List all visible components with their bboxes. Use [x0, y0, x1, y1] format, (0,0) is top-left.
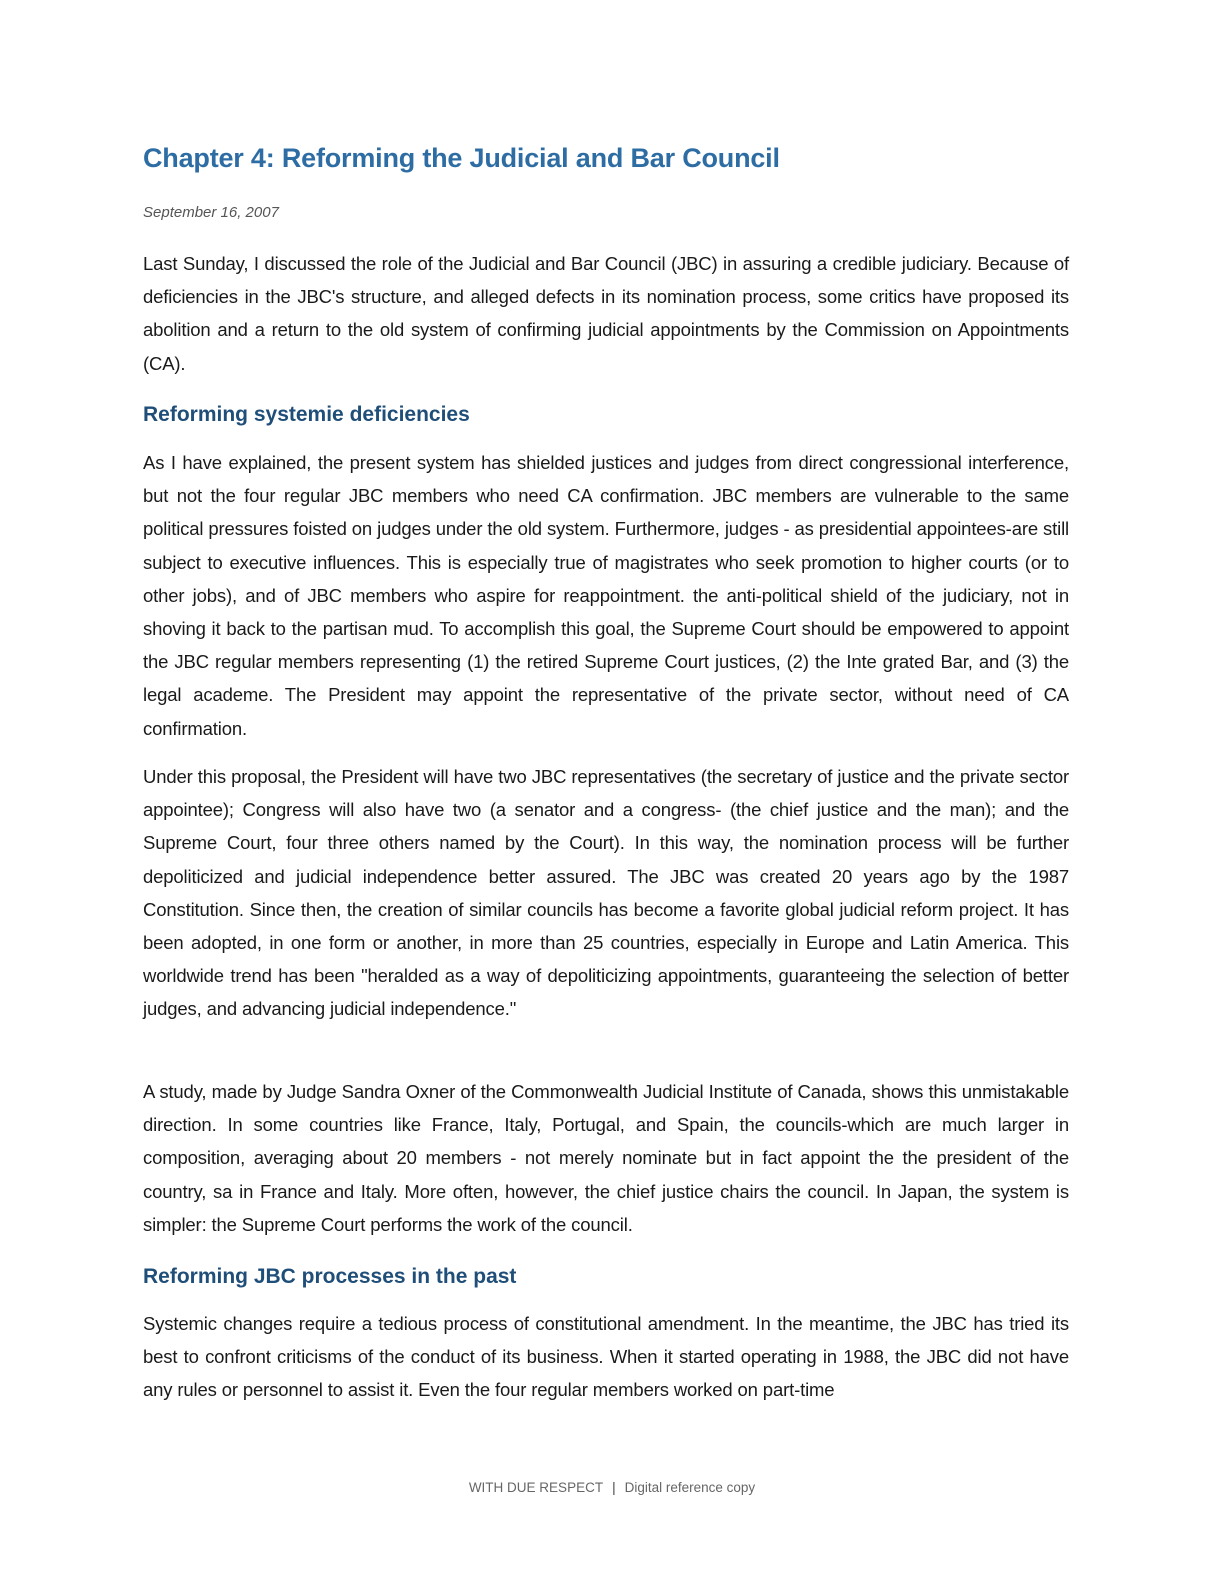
paragraph-intro: Last Sunday, I discussed the role of the Judicial and Bar Council (JBC) in assuring a credible judiciary. Because of deficiencies in the JBC's structure, and alleged defects in its nomination process, some critics have proposed its abolition and a return to the old system of confirming judicial appointments by the Commission on Appointments (CA). — [143, 253, 1069, 374]
footer-copy-note: Digital reference copy — [624, 1480, 756, 1495]
paragraph-systemic-3: A study, made by Judge Sandra Oxner of the Commonwealth Judicial Institute of Canada, shows this unmistakable direction. In some countries like France, Italy, Portugal, and Spain, the councils-which are much larger in composition, averaging about 20 members - not merely nominate but in fact appoint the the president of the country, sa in France and Italy. More often, however, the chief justice chairs the council. In Japan, the system is simpler: the Supreme Court performs the work of the council. — [143, 1081, 1069, 1235]
paragraph-systemic-2: Under this proposal, the President will have two JBC representatives (the secretary of justice and the private sector appointee); Congress will also have two (a senator and a congress- (the chief justice and the man); and the Supreme Court, four three others named by the Court). In this way, the nomination process will be further depoliticized and judicial independence better assured. The JBC was created 20 years ago by the 1987 Constitution. Since then, the creation of similar councils has become a favorite global judicial reform project. It has been adopted, in one form or another, in more than 25 countries, especially in Europe and Latin America. This worldwide trend has been "heralded as a way of depoliticizing appointments, guaranteeing the selection of better judges, and advancing judicial independence." — [143, 766, 1069, 1020]
footer-separator: | — [612, 1480, 616, 1495]
publication-date: September 16, 2007 — [143, 204, 279, 221]
footer-publication-name: WITH DUE RESPECT — [468, 1480, 604, 1495]
paragraph-processes-1: Systemic changes require a tedious process of constitutional amendment. In the meantime, the JBC has tried its best to confront criticisms of the conduct of its business. When it started operating in 1988, the JBC did not have any rules or personnel to assist it. Even the four regular members worked on part-time — [143, 1313, 1069, 1401]
section-heading-systemic: Reforming systemie deficiencies — [143, 403, 470, 426]
paragraph-systemic-1: As I have explained, the present system has shielded justices and judges from direct congressional interference, but not the four regular JBC members who need CA confirmation. JBC members are vulnerable to the same political pressures foisted on judges under the old system. Furthermore, judges - as presidential appointees-are still subject to executive influences. This is especially true of magistrates who seek promotion to higher courts (or to other jobs), and of JBC members who aspire for reappointment. the anti-political shield of the judiciary, not in shoving it back to the partisan mud. To accomplish this goal, the Supreme Court should be empowered to appoint the JBC regular members representing (1) the retired Supreme Court justices, (2) the Inte grated Bar, and (3) the legal academe. The President may appoint the representative of the private sector, without need of CA confirmation. — [143, 452, 1069, 739]
chapter-title: Chapter 4: Reforming the Judicial and Bar Council — [143, 143, 780, 173]
page-footer — [0, 1480, 1224, 1495]
section-heading-processes: Reforming JBC processes in the past — [143, 1265, 517, 1288]
